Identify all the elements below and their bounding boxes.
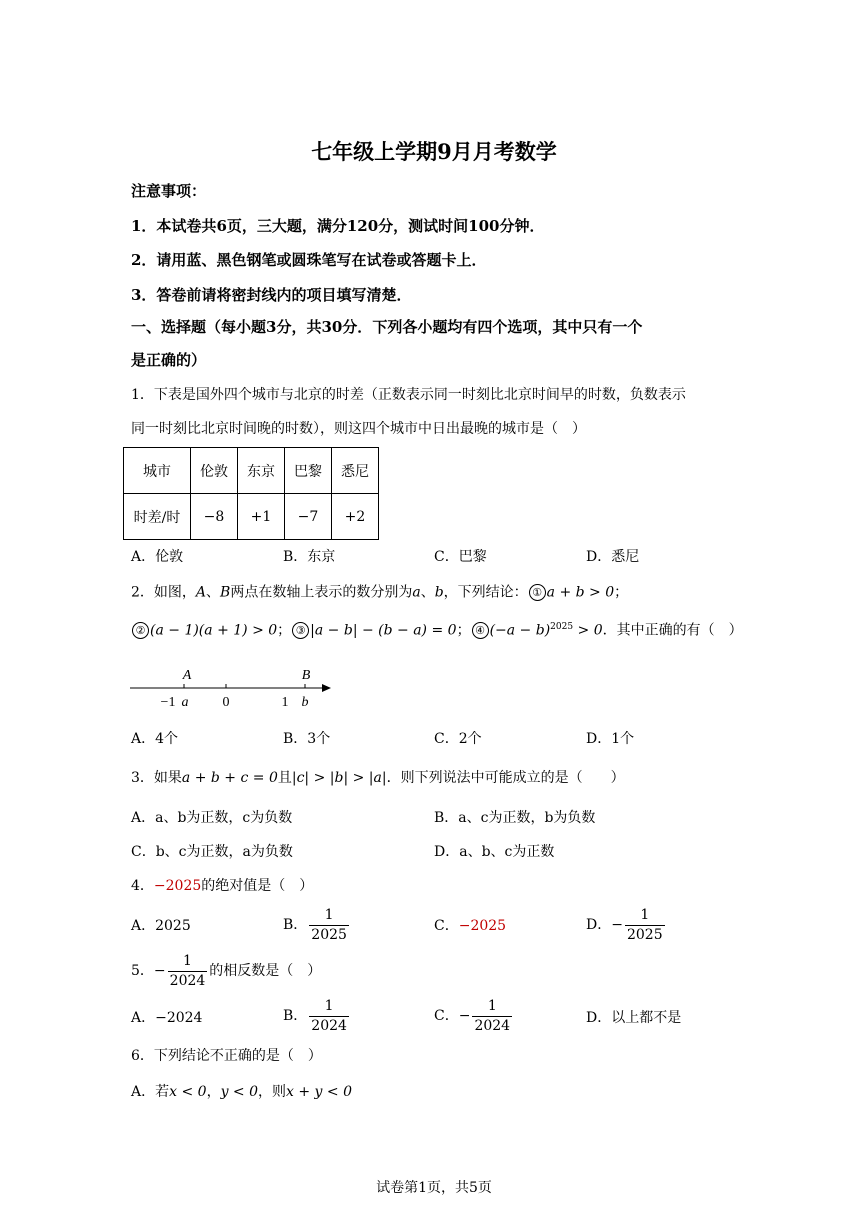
- fraction: [168, 954, 208, 988]
- table-cell: 时差/时: [124, 494, 191, 540]
- q2-var-b: b: [434, 584, 444, 601]
- q3-option-c: C．b、c为正数，a为负数: [131, 844, 293, 860]
- fraction: [309, 999, 349, 1033]
- q1-option-a: A．伦敦: [131, 549, 184, 565]
- q2-exponent: 2025: [550, 621, 574, 632]
- q2-semicolon: ；: [456, 622, 471, 639]
- q4-stem: [131, 879, 313, 893]
- q2-var-a: a: [412, 584, 421, 601]
- q5-stem-tail: 的相反数是（ ）: [209, 963, 322, 980]
- section-heading-line2: 是正确的）: [131, 351, 207, 369]
- q5-option-a: A．−2024: [131, 1010, 203, 1026]
- q5-option-c-label: C．: [434, 1008, 459, 1025]
- table-cell: −7: [285, 494, 332, 540]
- q5-option-d: D．以上都不是: [586, 1010, 682, 1026]
- q3-condition-sum: a + b + c = 0: [181, 770, 278, 786]
- q4-option-d-label: D．: [586, 917, 612, 934]
- q2-option-d: D．1个: [586, 731, 635, 747]
- q2-option-a: A．4个: [131, 731, 179, 747]
- q5-option-c: [434, 999, 514, 1033]
- q1-option-b: B．东京: [283, 549, 336, 565]
- q3-option-a: A．a、b为正数，c为负数: [131, 810, 293, 826]
- q4-option-c-value: −2025: [458, 918, 507, 934]
- time-difference-table: [123, 447, 379, 540]
- page-title: 七年级上学期9月月考数学: [311, 139, 557, 164]
- note-item-1: 1．本试卷共6页，三大题，满分120分，测试时间100分钟．: [131, 217, 545, 235]
- fraction: [625, 908, 665, 942]
- q2-option-b: B．3个: [283, 731, 331, 747]
- fraction-numerator: 1: [168, 954, 208, 972]
- minus-sign: −: [458, 1008, 471, 1025]
- q1-stem-line1: 1．下表是国外四个城市与北京的时差（正数表示同一时刻比北京时间早的时数，负数表示: [131, 387, 686, 403]
- q6-condition-y: y < 0: [220, 1084, 259, 1100]
- fraction-numerator: 1: [625, 908, 665, 926]
- q4-option-c-label: C．: [434, 918, 459, 934]
- page-footer: 试卷第1页，共5页: [376, 1180, 492, 1196]
- section-heading-line1: 一、选择题（每小题3分，共30分．下列各小题均有四个选项，其中只有一个: [131, 318, 643, 336]
- note-item-2: 2．请用蓝、黑色钢笔或圆珠笔写在试卷或答题卡上．: [131, 251, 487, 269]
- q2-semicolon: ；: [614, 584, 629, 601]
- q5-stem: [131, 954, 321, 988]
- q4-option-b-label: B．: [283, 917, 308, 934]
- q2-stem-text: 两点在数轴上表示的数分别为: [230, 584, 413, 601]
- tick-label-zero: 0: [222, 695, 230, 710]
- q2-conclusion-1: a + b > 0: [546, 584, 615, 601]
- number-line-arrow: [322, 684, 331, 692]
- fraction-denominator: 2024: [474, 1017, 511, 1034]
- circled-number-2: ②: [132, 622, 149, 639]
- fraction: [309, 908, 349, 942]
- table-cell: +2: [332, 494, 379, 540]
- table-header-cell: 东京: [238, 448, 285, 494]
- q2-conclusion-4-tail: > 0: [573, 622, 603, 639]
- q2-conclusion-2: (a − 1)(a + 1) > 0: [150, 622, 278, 639]
- q2-point-a-name: A: [195, 584, 207, 601]
- q6-option-a: [131, 1085, 352, 1099]
- q6-stem: 6．下列结论不正确的是（ ）: [131, 1048, 322, 1064]
- fraction-denominator: 2024: [311, 1017, 347, 1034]
- q3-option-d: D．a、b、c为正数: [434, 844, 555, 860]
- q3-stem-suffix: ．则下列说法中可能成立的是（ ）: [386, 770, 625, 786]
- circled-number-4: ④: [472, 622, 489, 639]
- notes-heading: 注意事项：: [131, 182, 207, 200]
- q2-conclusion-3: |a − b| − (b − a) = 0: [310, 622, 457, 639]
- q4-stem-tail: 的绝对值是（ ）: [201, 878, 314, 894]
- q2-stem-tail: ．其中正确的有（ ）: [602, 622, 743, 639]
- table-cell: +1: [238, 494, 285, 540]
- point-b-label: B: [301, 668, 311, 683]
- q2-stem-line1: [131, 584, 628, 601]
- table-header-cell: 城市: [124, 448, 191, 494]
- fraction-numerator: 1: [309, 908, 349, 926]
- q3-option-b: B．a、c为正数，b为负数: [434, 810, 596, 826]
- q5-option-b-label: B．: [283, 1008, 308, 1025]
- circled-number-3: ③: [292, 622, 309, 639]
- fraction-numerator: 1: [309, 999, 349, 1017]
- table-header-cell: 悉尼: [332, 448, 379, 494]
- q4-value: −2025: [153, 878, 202, 894]
- fraction: [472, 999, 512, 1033]
- fraction-numerator: 1: [472, 999, 512, 1017]
- table-cell: −8: [191, 494, 238, 540]
- q4-number: 4．: [131, 878, 154, 894]
- q3-and: 且: [277, 770, 292, 786]
- q6-condition-x: x < 0: [169, 1084, 207, 1100]
- q4-option-d: [586, 908, 667, 942]
- q2-separator: 、: [420, 584, 435, 601]
- q1-option-d: D．悉尼: [586, 549, 640, 565]
- q5-number: 5．: [131, 963, 154, 980]
- circled-number-1: ①: [529, 584, 546, 601]
- q1-option-c: C．巴黎: [434, 549, 487, 565]
- q1-stem-line2: 同一时刻比北京时间晚的时数），则这四个城市中日出最晚的城市是（ ）: [131, 421, 586, 437]
- minus-sign: −: [611, 917, 623, 934]
- tick-label-minus-one: −1: [160, 695, 176, 710]
- table-header-cell: 巴黎: [285, 448, 332, 494]
- fraction-denominator: 2024: [169, 972, 206, 989]
- tick-label-one: 1: [281, 695, 289, 710]
- q3-stem-prefix: 3．如果: [131, 770, 182, 786]
- table-header-cell: 伦敦: [191, 448, 238, 494]
- q3-stem: [131, 771, 625, 785]
- q2-conclusion-4: (−a − b): [489, 622, 551, 639]
- q6-option-a-prefix: A．若: [131, 1084, 170, 1100]
- q2-stem-line2: [131, 622, 743, 639]
- q4-option-a: A．2025: [131, 918, 191, 934]
- q4-option-c: [434, 919, 506, 933]
- q2-stem-text: ，下列结论：: [443, 584, 528, 601]
- note-item-3: 3．答卷前请将密封线内的项目填写清楚．: [131, 286, 412, 304]
- q4-option-b: [283, 908, 351, 942]
- q2-option-c: C．2个: [434, 731, 482, 747]
- q6-then: ，则: [258, 1084, 287, 1100]
- point-a-label: A: [182, 668, 192, 683]
- fraction-denominator: 2025: [626, 926, 663, 943]
- number-line-figure: [125, 660, 340, 712]
- fraction-denominator: 2025: [311, 926, 347, 943]
- q6-comma: ，: [206, 1084, 221, 1100]
- minus-sign: −: [153, 963, 166, 980]
- q2-separator: 、: [206, 584, 221, 601]
- q2-semicolon: ；: [277, 622, 292, 639]
- q3-condition-abs: |c| > |b| > |a|: [291, 770, 387, 786]
- q2-stem-text: 2．如图，: [131, 584, 196, 601]
- q6-conclusion: x + y < 0: [286, 1084, 352, 1100]
- q5-option-b: [283, 999, 351, 1033]
- tick-label-a: a: [181, 695, 189, 710]
- q2-point-b-name: B: [220, 584, 231, 601]
- tick-label-b: b: [301, 695, 309, 710]
